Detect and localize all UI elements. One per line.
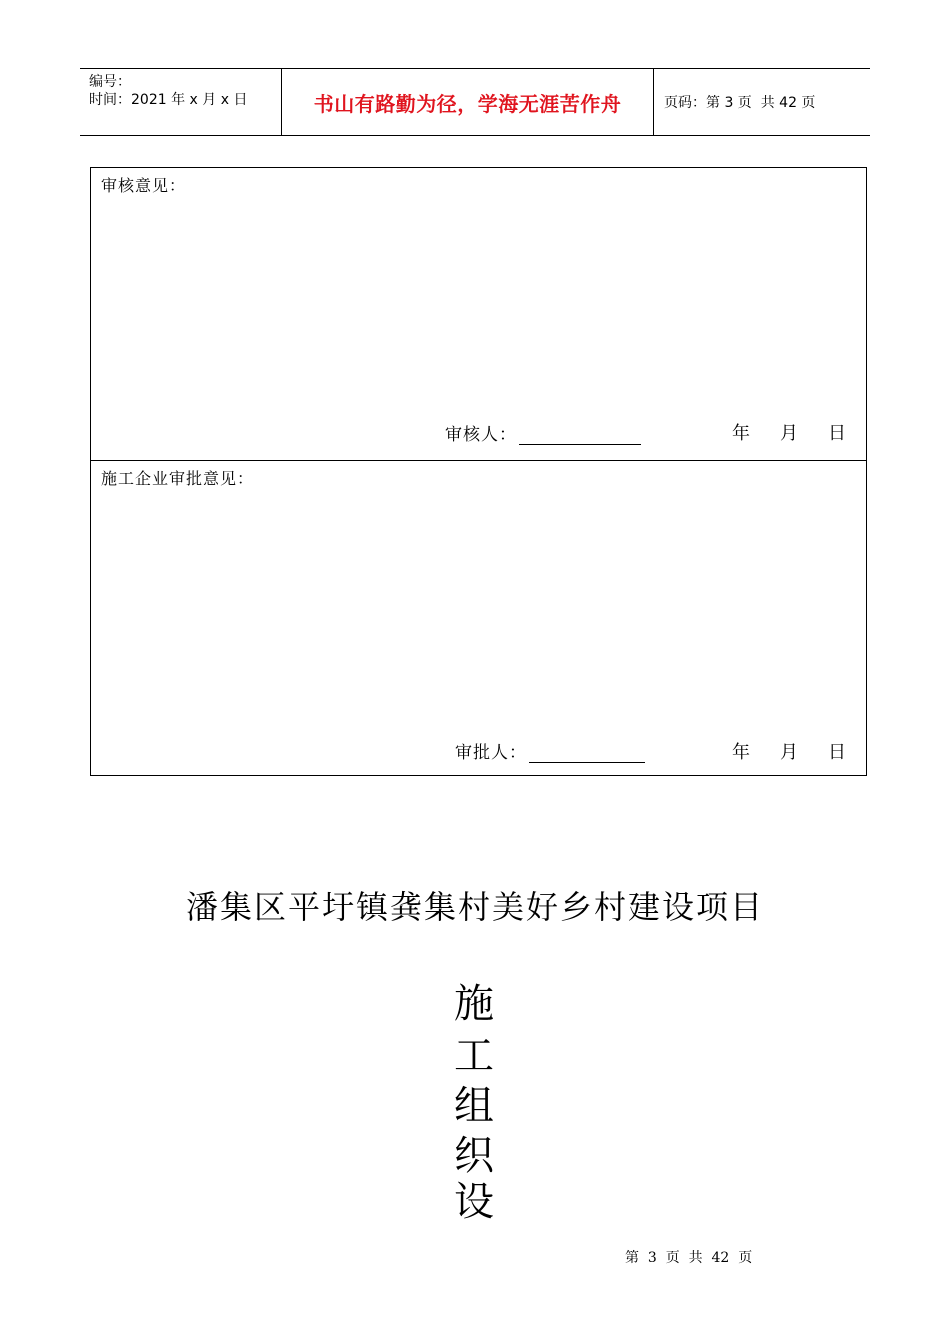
approval-month: 月 [780,742,798,763]
time-label: 时间：2021 年 x 月 x 日 [89,92,248,108]
vertical-title-char: 施 [454,981,494,1027]
reviewer-label: 审核人： [445,425,517,445]
header-page-cell [654,69,870,135]
approval-year: 年 [732,742,750,763]
page-footer: 第 3 页 共 42 页 [625,1250,753,1266]
review-day: 日 [828,423,846,444]
vertical-title-char: 织 [454,1133,494,1179]
header-motto-cell [281,69,654,135]
review-box [90,167,867,461]
approval-box [90,460,867,776]
project-title: 潘集区平圩镇龚集村美好乡村建设项目 [185,888,764,926]
header-meta [80,69,281,135]
approval-day: 日 [828,742,846,763]
reviewer-signature-line[interactable] [519,427,641,445]
page-header [80,68,870,136]
approver-label: 审批人： [455,743,527,763]
page-label: 页码：第 3 页 共 42 页 [664,95,816,111]
approver-signature-line[interactable] [529,745,645,763]
vertical-title-char: 设 [454,1179,494,1225]
vertical-title-char: 工 [454,1033,494,1079]
vertical-title-char: 组 [454,1083,494,1129]
approval-label: 施工企业审批意见： [101,469,255,488]
review-year: 年 [732,423,750,444]
review-label: 审核意见： [101,176,187,195]
review-month: 月 [780,423,798,444]
reviewer-sign-row [445,420,641,445]
motto: 书山有路勤为径，学海无涯苦作舟 [313,91,622,116]
number-label: 编号： [89,74,131,90]
approver-sign-row [455,738,645,763]
